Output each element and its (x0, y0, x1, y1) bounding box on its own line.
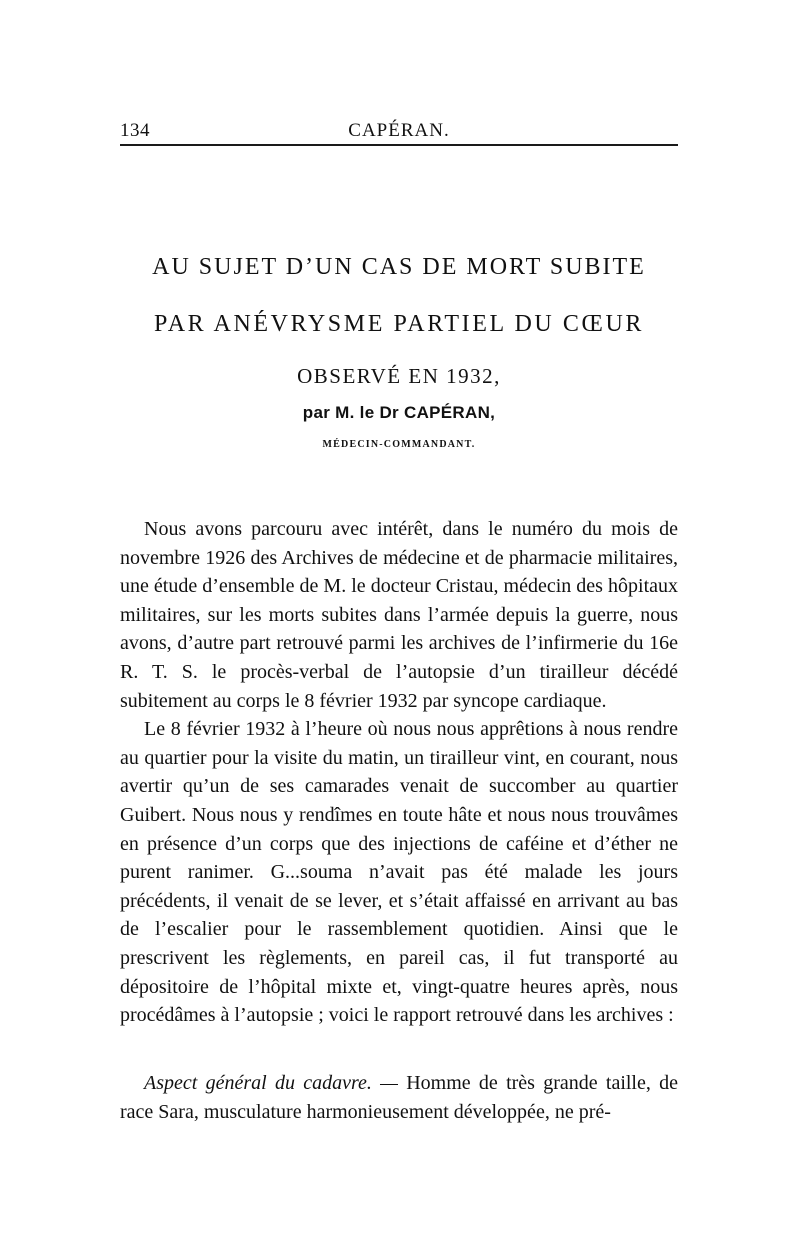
article-body (120, 515, 678, 1030)
section-heading: Aspect général du cadavre. — (144, 1072, 398, 1094)
header-rule (120, 144, 678, 146)
page-number: 134 (120, 120, 150, 141)
title-line-3: OBSERVÉ EN 1932, (297, 364, 501, 388)
article-title-block (120, 248, 678, 450)
paragraph-1: Nous avons parcouru avec intérêt, dans le numéro du mois de novembre 1926 des Archives de médecine et de pharmacie militaires, une étude d’ensemble de M. le docteur Cristau, médecin des hôpitaux militaires, sur les morts subites dans l’armée depuis la guerre, nous avons, d’autre part retrouvé parmi les archives de l’infirmerie du 16e R. T. S. le procès-verbal de l’autopsie d’un tirailleur décédé subitement au corps le 8 février 1932 par syncope cardiaque. (120, 518, 678, 712)
section-paragraph (120, 1069, 678, 1126)
page-header (120, 112, 678, 146)
section-autopsy (120, 1069, 678, 1126)
section-text: Homme de très grande taille, de race Sara, musculature harmonieusement développée, ne pré- (120, 1072, 679, 1123)
running-head: CAPÉRAN. (348, 120, 450, 141)
author-line: par M. le Dr CAPÉRAN, (302, 403, 496, 422)
title-line-2: PAR ANÉVRYSME PARTIEL DU CŒUR (153, 311, 645, 337)
title-line-1: AU SUJET D’UN CAS DE MORT SUBITE (152, 254, 646, 280)
paragraph-2: Le 8 février 1932 à l’heure où nous nous apprêtions à nous rendre au quartier pour la visite du matin, un tirailleur vint, en courant, nous avertir qu’un de ses camarades venait de succomber au quartier Guibert. Nous nous y rendîmes en toute hâte et nous nous trouvâmes en présence d’un corps que des injections de caféine et d’éther ne purent ranimer. G...souma n’avait pas été malade les jours précédents, il venait de se lever, et s’était affaissé en arrivant au bas de l’escalier pour le rassemblement quotidien. Ainsi que le prescrivent les règlements, en pareil cas, il fut transporté au dépositoire de l’hôpital mixte et, vingt-quatre heures après, nous procédâmes à l’autopsie ; voici le rapport retrouvé dans les archives : (120, 718, 678, 1027)
author-rank: MÉDECIN-COMMANDANT. (322, 439, 476, 450)
